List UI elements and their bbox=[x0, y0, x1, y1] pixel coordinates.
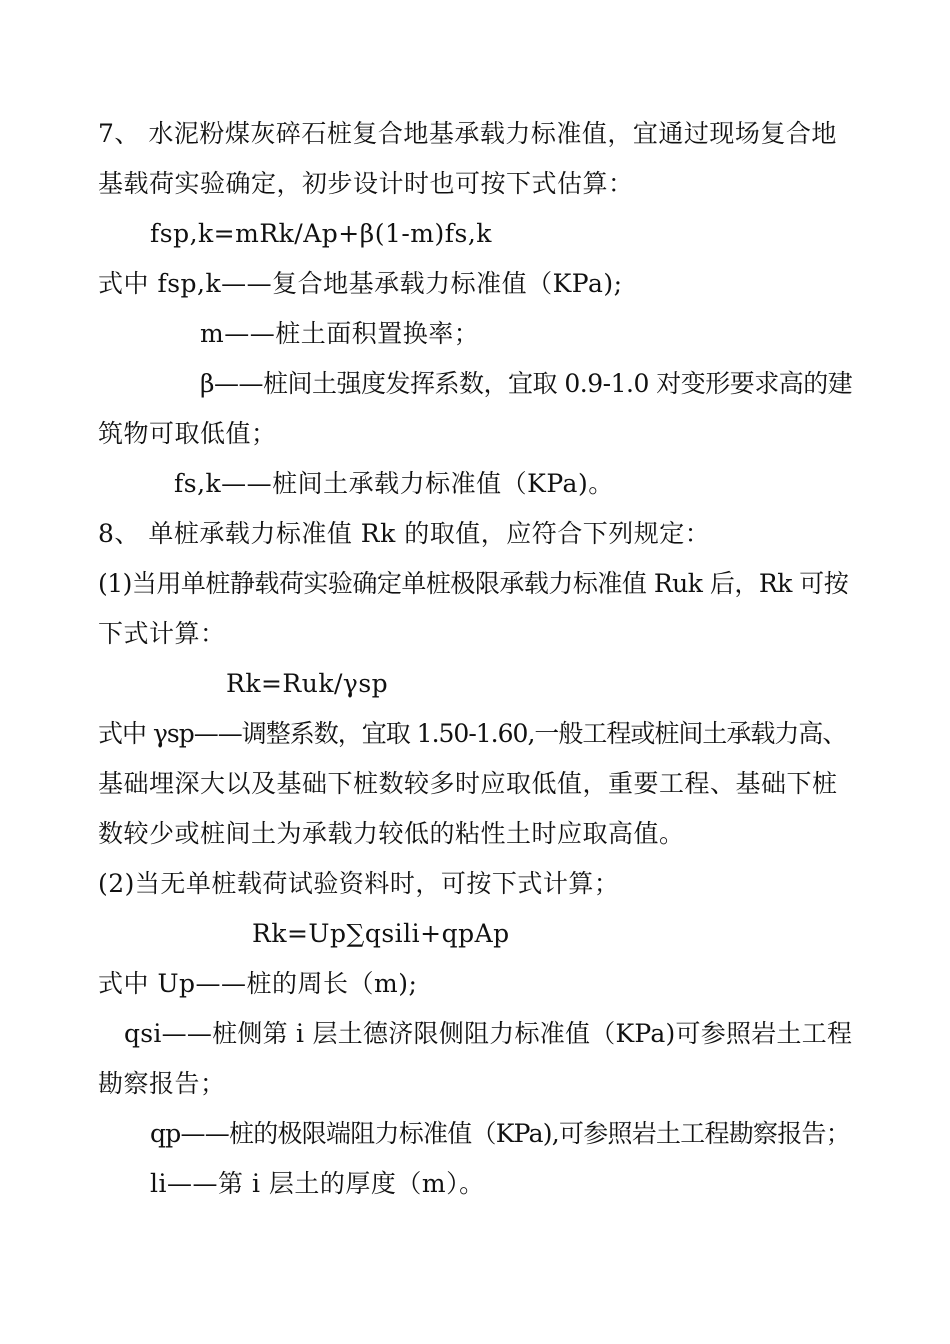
text-line: m——桩土面积置换率； bbox=[200, 319, 480, 348]
text-line: 基载荷实验确定，初步设计时也可按下式估算： bbox=[98, 169, 634, 198]
text-line: fs,k——桩间土承载力标准值（KPa)。 bbox=[174, 469, 614, 498]
text-line: (2)当无单桩载荷试验资料时，可按下式计算； bbox=[98, 869, 620, 898]
text-line: (1)当用单桩静载荷实验确定单桩极限承载力标准值 Ruk 后，Rk 可按 bbox=[98, 569, 849, 598]
text-line: 式中 fsp,k——复合地基承载力标准值（KPa); bbox=[98, 269, 623, 298]
text-line: 基础埋深大以及基础下桩数较多时应取低值，重要工程、基础下桩 bbox=[98, 769, 838, 798]
text-line: 式中 Up——桩的周长（m); bbox=[98, 969, 418, 998]
text-line: 7、 水泥粉煤灰碎石桩复合地基承载力标准值，宜通过现场复合地 bbox=[98, 119, 837, 148]
text-line: 筑物可取低值； bbox=[98, 419, 277, 448]
text-line: 8、 单桩承载力标准值 Rk 的取值，应符合下列规定： bbox=[98, 519, 711, 548]
formula-line: Rk=Ruk/γsp bbox=[226, 669, 389, 698]
text-line: 数较少或桩间土为承载力较低的粘性土时应取高值。 bbox=[98, 819, 685, 848]
text-line: 下式计算： bbox=[98, 619, 226, 648]
text-line: qsi——桩侧第 i 层土德济限侧阻力标准值（KPa)可参照岩土工程 bbox=[124, 1019, 853, 1048]
text-line: 勘察报告； bbox=[98, 1069, 226, 1098]
text-line: 式中 γsp——调整系数，宜取 1.50-1.60,一般工程或桩间土承载力高、 bbox=[98, 719, 847, 748]
text-line: li——第 i 层土的厚度（m）。 bbox=[150, 1169, 485, 1198]
formula-line: fsp,k=mRk/Ap+β(1-m)fs,k bbox=[150, 219, 492, 248]
text-line: β——桩间土强度发挥系数，宜取 0.9-1.0 对变形要求高的建 bbox=[200, 369, 853, 398]
formula-line: Rk=Up∑qsili+qpAp bbox=[252, 919, 510, 948]
text-line: qp——桩的极限端阻力标准值（KPa),可参照岩土工程勘察报告； bbox=[150, 1119, 850, 1148]
